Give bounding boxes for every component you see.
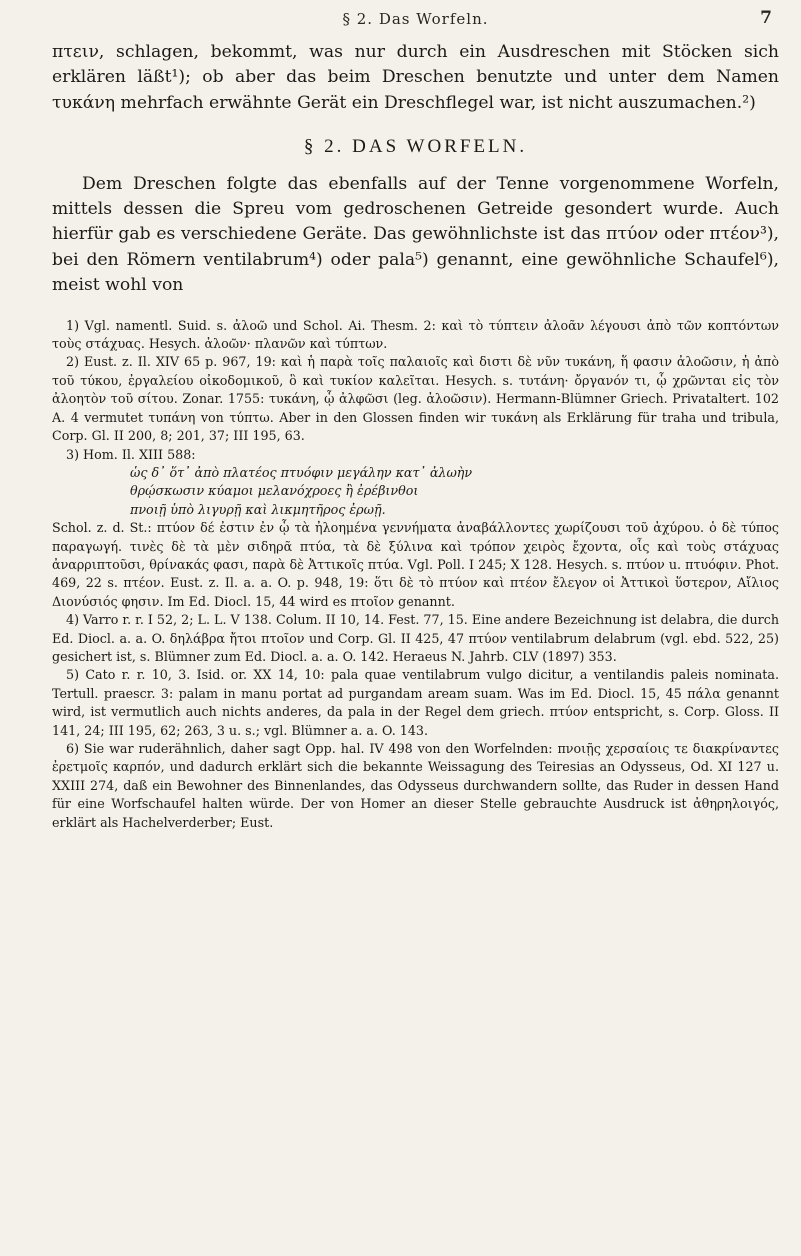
- footnote-6: 6) Sie war ruderähnlich, daher sagt Opp. hal. IV 498 von den Worfelnden: πνοιῇς χερσαίοις τε διακρίναντες ἐρετμοῖς καρπόν, und dadurch erklärt sich die bekannte Weissagung des Teiresias an Odysseus, Od. XI 127 u. XXIII 274, daß ein Bewohner des Binnenlandes, das Odysseus durchwandern sollte, das Ruder in dessen Hand für eine Worfschaufel halten würde. Der von Homer an dieser Stelle gebrauchte Ausdruck ist ἀθηρηλοιγός, erklärt als Hachelverderber; Eust.: [52, 741, 779, 830]
- footnote-2: 2) Eust. z. Il. XIV 65 p. 967, 19: καὶ ἡ παρὰ τοῖς παλαιοῖς καὶ διστι δὲ νῦν τυκάνη, ἥ φασιν ἀλοῶσιν, ἡ ἀπὸ τοῦ τύκου, ἐργαλείου οἰκοδομικοῦ, ὃ καὶ τυκίον καλεῖται. Hesych. s. τυτάνη· ὄργανόν τι, ᾧ χρῶνται εἰς τὸν ἀλοητὸν τοῦ σίτου. Zonar. 1755: τυκάνη, ᾧ ἀλφῶσι (leg. ἀλοῶσιν). Hermann-Blümner Griech. Privataltert. 102 A. 4 vermutet τυπάνη von τύπτω. Aber in den Glossen finden wir τυκάνη als Erklärung für traha und tribula, Corp. Gl. II 200, 8; 201, 37; III 195, 63.: [52, 354, 779, 444]
- paragraph-worfeln: Dem Dreschen folgte das ebenfalls auf der Tenne vorgenommene Worfeln, mittels dessen die Spreu vom gedroschenen Getreide gesondert wurde. Auch hierfür gab es verschiedene Geräte. Das gewöhnlichste ist das πτύον oder πτέον³), bei den Römern ventilabrum⁴) oder pala⁵) genannt, eine gewöhnliche Schaufel⁶), meist wohl von: [52, 173, 779, 296]
- paragraph-continuation: πτειν, schlagen, bekommt, was nur durch ein Ausdreschen mit Stöcken sich erklären läßt¹); ob aber das beim Dreschen benutzte und unter dem Namen τυκάνη mehrfach erwähnte Gerät ein Dreschflegel war, ist nicht auszumachen.²): [52, 42, 779, 113]
- footnotes: [52, 317, 779, 832]
- section-heading: § 2. DAS WORFELN.: [303, 136, 528, 158]
- footnote-3-continuation: Schol. z. d. St.: πτύον δέ ἐστιν ἐν ᾧ τὰ ἠλοημένα γεννήματα ἀναβάλλοντες χωρίζουσι τοῦ ἀχύρου. ὁ δὲ τύπος παραγωγή. τινὲς δὲ τὰ μὲν σιδηρᾶ πτύα, τὰ δὲ ξύλινα καὶ τρόπον χειρὸς ἔχοντα, οἷς καὶ τοὺς στάχυας ἀναρριπτοῦσι, θρίνακάς φασι, παρὰ δὲ Ἀττικοῖς πτύα. Vgl. Poll. I 245; X 128. Hesych. s. πτύον u. πτυόφιν. Phot. 469, 22 s. πτέον. Eust. z. Il. a. a. O. p. 948, 19: ὅτι δὲ τὸ πτύον καὶ πτέον ἔλεγον οἱ Ἀττικοὶ ὕστερον, Αἴλιος Διονύσιός φησιν. Im Ed. Diocl. 15, 44 wird es πτοῖον genannt.: [52, 520, 779, 609]
- running-head-title: § 2. Das Worfeln.: [342, 10, 489, 28]
- footnote-4: 4) Varro r. r. I 52, 2; L. L. V 138. Colum. II 10, 14. Fest. 77, 15. Eine andere Bezeichnung ist delabra, die durch Ed. Diocl. a. a. O. δηλάβρα ἤτοι πτοῖον und Corp. Gl. II 425, 47 πτύον ventilabrum delabrum (vgl. ebd. 522, 25) gesichert ist, s. Blümner zum Ed. Diocl. a. a. O. 142. Heraeus N. Jahrb. CLV (1897) 353.: [52, 612, 780, 664]
- page-number: 7: [760, 8, 773, 28]
- footnote-3-verse-1: ὡς δ᾽ ὅτ᾽ ἀπὸ πλατέος πτυόφιν μεγάλην κατ᾽ ἀλωὴν: [130, 464, 473, 480]
- main-text: [52, 40, 779, 299]
- footnote-1: 1) Vgl. namentl. Suid. s. ἀλοῶ und Schol. Ai. Thesm. 2: καὶ τὸ τύπτειν ἀλοᾶν λέγουσι ἀπὸ τῶν κοπτόντων τοὺς στάχυας. Hesych. ἀλοῶν· πλανῶν καὶ τύπτων.: [52, 317, 779, 352]
- footnote-3-verse-2: θρῴσκωσιν κύαμοι μελανόχροες ἢ ἐρέβινθοι: [130, 483, 419, 499]
- footnote-3-verse-3: πνοιῇ ὑπὸ λιγυρῇ καὶ λικμητῆρος ἐρωῇ.: [130, 501, 386, 517]
- footnote-5: 5) Cato r. r. 10, 3. Isid. or. XX 14, 10: pala quae ventilabrum vulgo dicitur, a ventilandis paleis nominata. Tertull. praescr. 3: palam in manu portat ad purgandam aream suam. Was im Ed. Diocl. 15, 45 πάλα genannt wird, ist vermutlich auch nichts anderes, da pala in der Regel dem griech. πτύον entspricht, s. Corp. Gloss. II 141, 24; III 195, 62; 263, 3 u. s.; vgl. Blümner a. a. O. 143.: [52, 667, 779, 738]
- footnote-3: 3) Hom. Il. XIII 588:: [66, 446, 196, 462]
- running-head: [52, 10, 779, 40]
